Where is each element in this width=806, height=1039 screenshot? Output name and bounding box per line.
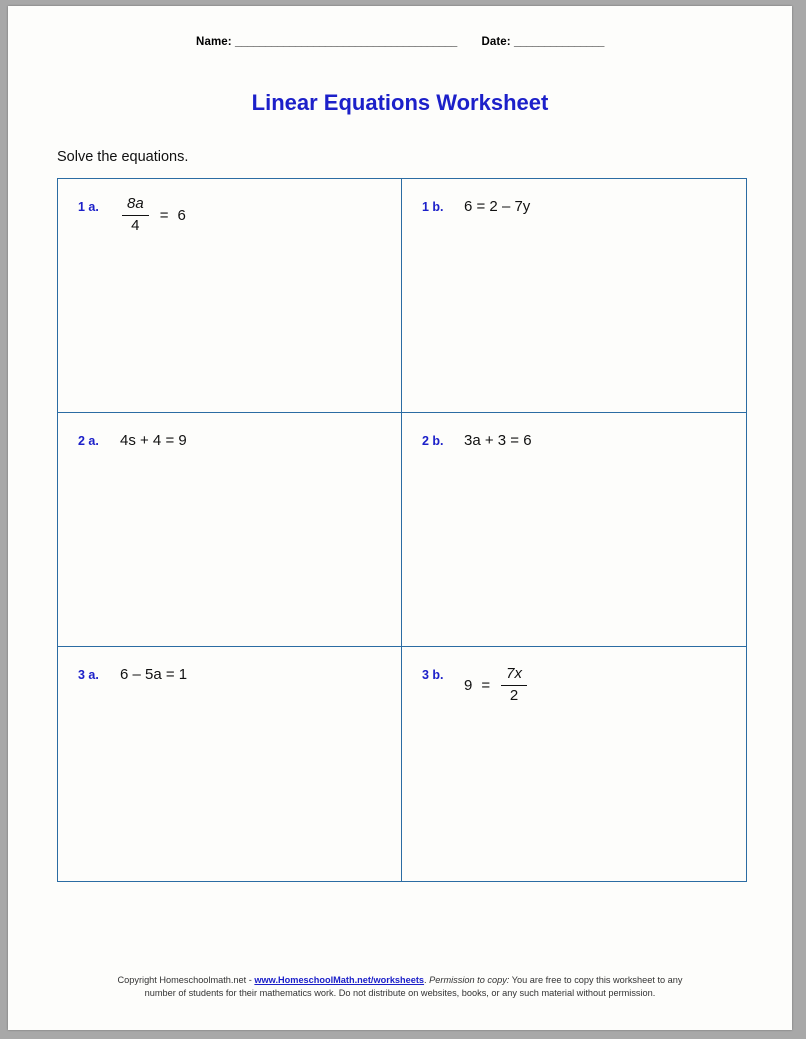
fraction-numerator: 7x [501, 665, 527, 686]
copyright-text: Copyright Homeschoolmath.net - [117, 975, 255, 985]
name-date-row [8, 36, 792, 48]
permission-text: You are free to copy this worksheet to any [509, 975, 683, 985]
fraction [122, 195, 149, 236]
problem-number: 2 a. [78, 434, 99, 448]
permission-label: Permission to copy: [429, 975, 510, 985]
problem-cell [58, 179, 402, 413]
fraction-denominator: 4 [131, 216, 140, 234]
problem-expression: 4s + 4 = 9 [120, 432, 187, 449]
problem-cell [58, 413, 402, 647]
problem-number: 3 a. [78, 668, 99, 682]
after-link: . [424, 975, 427, 985]
homeschoolmath-link[interactable]: www.HomeschoolMath.net/worksheets [254, 975, 425, 985]
name-label: Name: [196, 36, 232, 48]
left-side: 9 [464, 676, 473, 694]
footer-line-2: number of students for their mathematics work. Do not distribute on websites, books, or any such material without permission. [144, 988, 656, 999]
problem-cell [402, 647, 746, 881]
problem-grid [57, 178, 747, 882]
problem-number: 2 b. [422, 434, 444, 448]
equals-sign: = [481, 676, 491, 694]
problem-expression [120, 195, 186, 236]
problem-expression: 6 – 5a = 1 [120, 666, 188, 683]
fraction-numerator: 8a [122, 195, 149, 216]
worksheet-page [8, 6, 792, 1030]
problem-expression [464, 665, 529, 706]
problem-number: 3 b. [422, 668, 444, 682]
page-title: Linear Equations Worksheet [251, 90, 549, 115]
footer [8, 974, 792, 1001]
problem-number: 1 a. [78, 200, 99, 214]
footer-line-1 [8, 974, 792, 987]
problem-cell [402, 179, 746, 413]
problem-cell [58, 647, 402, 881]
problem-expression: 3a + 3 = 6 [464, 432, 532, 449]
date-label: Date: [481, 36, 511, 48]
problem-cell [402, 413, 746, 647]
equals-sign: = [159, 206, 169, 224]
right-side: 6 [177, 206, 186, 224]
instructions-text: Solve the equations. [57, 149, 189, 165]
fraction [501, 665, 527, 706]
date-blank: _______________ [514, 36, 604, 48]
problem-expression: 6 = 2 – 7y [464, 198, 531, 215]
problem-number: 1 b. [422, 200, 444, 214]
fraction-denominator: 2 [509, 686, 519, 704]
name-blank: _____________________________________ [235, 36, 457, 48]
